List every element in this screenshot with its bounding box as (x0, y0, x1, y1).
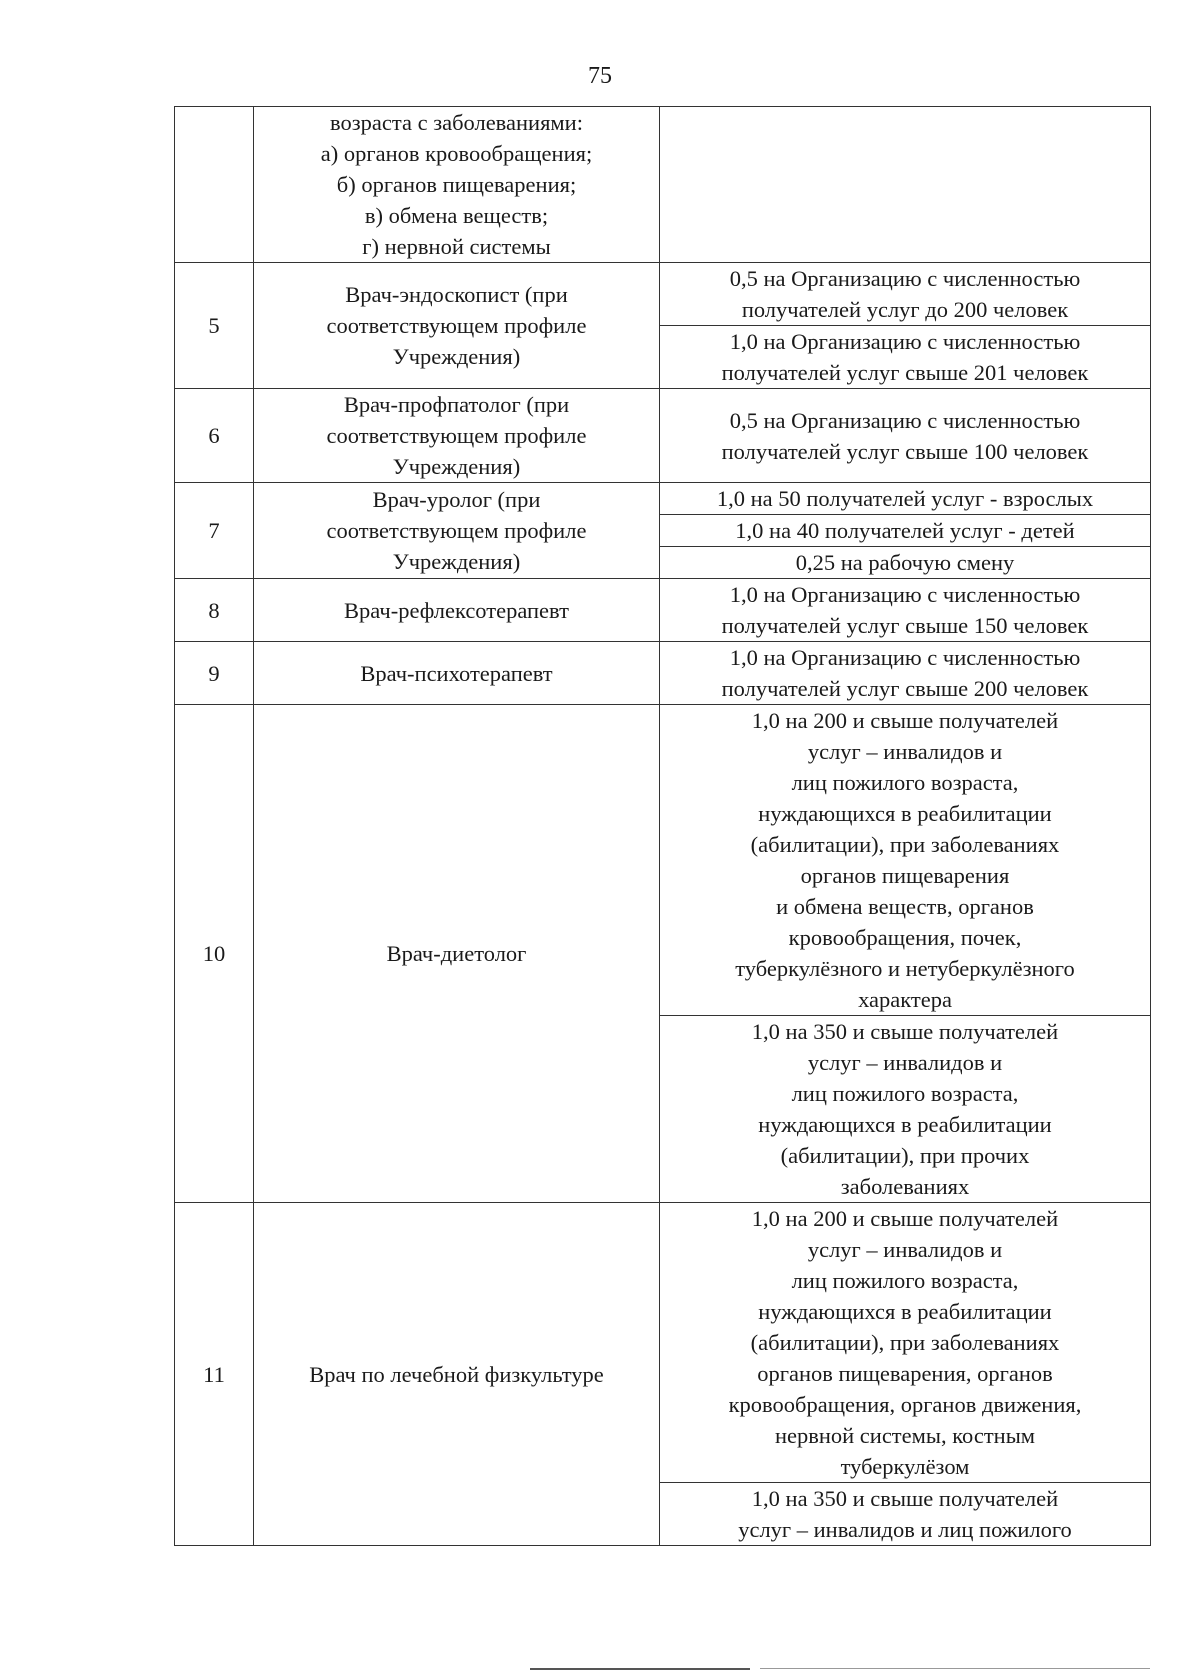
row-number: 11 (175, 1203, 254, 1546)
position-cell: Врач-эндоскопист (при соответствующем профиле Учреждения) (254, 263, 660, 389)
position-cell: Врач-уролог (при соответствующем профиле Учреждения) (254, 483, 660, 579)
position-cell: Врач-диетолог (254, 705, 660, 1203)
norm-cell: 0,5 на Организацию с численностью получателей услуг свыше 100 человек (660, 389, 1151, 483)
page-number: 75 (588, 63, 612, 89)
table-row-8 (175, 579, 1151, 642)
row-number: 5 (175, 263, 254, 389)
norm-cell: 1,0 на Организацию с численностью получателей услуг свыше 150 человек (660, 579, 1151, 642)
table-row-9 (175, 642, 1151, 705)
norm-cell: 1,0 на Организацию с численностью получателей услуг свыше 201 человек (660, 326, 1151, 389)
table-row-5 (175, 263, 1151, 326)
norm-cell: 1,0 на 350 и свыше получателей услуг – инвалидов и лиц пожилого (660, 1483, 1151, 1546)
row-number: 7 (175, 483, 254, 579)
row-number: 8 (175, 579, 254, 642)
scan-artifact-line (760, 1668, 1150, 1669)
row-number: 9 (175, 642, 254, 705)
row-number: 6 (175, 389, 254, 483)
norm-cell: 0,25 на рабочую смену (660, 547, 1151, 579)
position-cell: Врач-профпатолог (при соответствующем профиле Учреждения) (254, 389, 660, 483)
table-row-continuation (175, 107, 1151, 263)
norm-cell: 1,0 на 40 получателей услуг - детей (660, 515, 1151, 547)
table-row-6 (175, 389, 1151, 483)
norm-cell: 0,5 на Организацию с численностью получателей услуг до 200 человек (660, 263, 1151, 326)
norm-cell: 1,0 на 50 получателей услуг - взрослых (660, 483, 1151, 515)
row-number: 10 (175, 705, 254, 1203)
norm-cell: 1,0 на 200 и свыше получателей услуг – инвалидов и лиц пожилого возраста, нуждающихся в реабилитации (абилитации), при заболеваниях органов пищеварения, органов кровообращения, органов движения, нервной системы, костным туберкулёзом (660, 1203, 1151, 1483)
row-number (175, 107, 254, 263)
position-cell: Врач по лечебной физкультуре (254, 1203, 660, 1546)
norm-cell (660, 107, 1151, 263)
table-row-11 (175, 1203, 1151, 1483)
position-cell: Врач-рефлексотерапевт (254, 579, 660, 642)
norm-cell: 1,0 на 200 и свыше получателей услуг – инвалидов и лиц пожилого возраста, нуждающихся в реабилитации (абилитации), при заболеваниях органов пищеварения и обмена веществ, органов кровообращения, почек, туберкулёзного и нетуберкулёзного характера (660, 705, 1151, 1016)
table-row-7 (175, 483, 1151, 515)
position-cell: Врач-психотерапевт (254, 642, 660, 705)
norm-cell: 1,0 на 350 и свыше получателей услуг – инвалидов и лиц пожилого возраста, нуждающихся в реабилитации (абилитации), при прочих заболеваниях (660, 1016, 1151, 1203)
table-row-10 (175, 705, 1151, 1016)
position-cell: возраста с заболеваниями: а) органов кровообращения; б) органов пищеварения; в) обмена веществ; г) нервной системы (254, 107, 660, 263)
scan-artifact-line (530, 1668, 750, 1670)
norm-cell: 1,0 на Организацию с численностью получателей услуг свыше 200 человек (660, 642, 1151, 705)
staffing-norms-table (174, 106, 1151, 1546)
